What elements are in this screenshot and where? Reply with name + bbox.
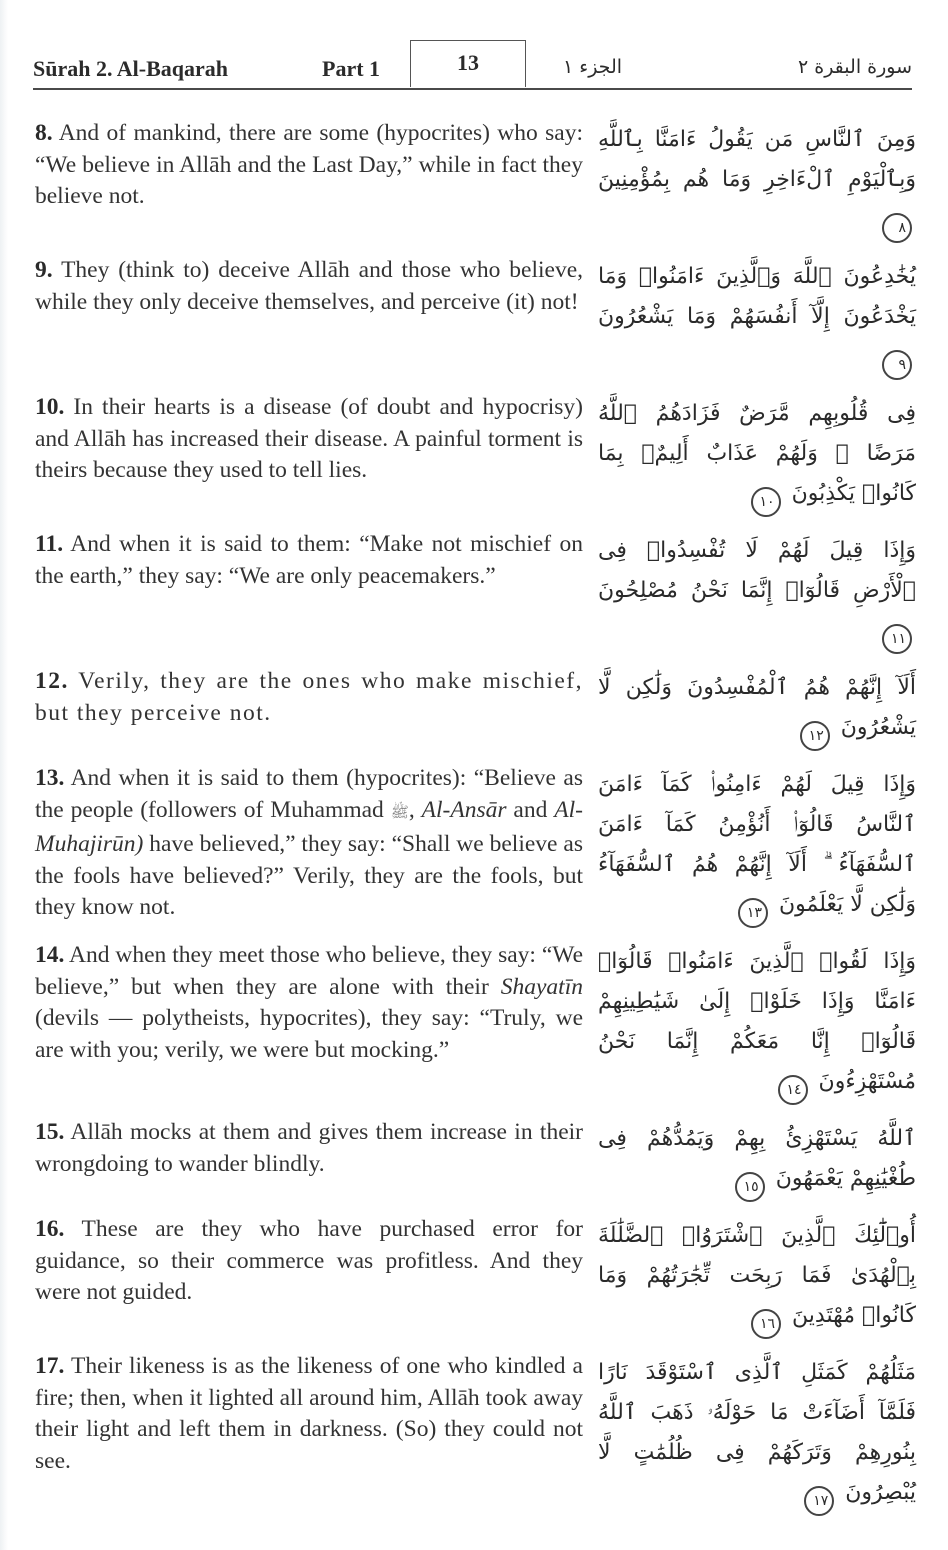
ayah-end-marker-icon: ١٥ — [735, 1172, 765, 1202]
verse-row-16 — [35, 1214, 916, 1339]
verse-13-arabic — [598, 763, 916, 928]
verse-text: In their hearts is a disease (of doubt and hypocrisy) and Allāh has increased their disease. A painful torment is theirs because they used to tell lies. — [35, 394, 583, 484]
verse-row-9 — [35, 255, 916, 380]
arabic-text: يُخَٰدِعُونَ ٱللَّهَ وَٱلَّذِينَ ءَامَنُوا۟ وَمَا يَخْدَعُونَ إِلَّآ أَنفُسَهُمْ وَمَا يَشْعُرُونَ — [598, 264, 916, 329]
page-number-box — [410, 40, 526, 87]
ayah-end-marker-icon: ١٤ — [778, 1075, 808, 1105]
verse-row-15 — [35, 1117, 916, 1202]
verse-10-english — [35, 392, 583, 487]
verse-9-arabic — [598, 255, 916, 380]
part-label-english: Part 1 — [322, 56, 381, 81]
verse-14-english — [35, 940, 583, 1066]
verse-row-11 — [35, 529, 916, 654]
ayah-end-marker-icon: ١٢ — [800, 721, 830, 751]
verse-text: And of mankind, there are some (hypocrites) who say: “We believe in Allāh and the Last Day,” while in fact they believe not. — [35, 120, 583, 210]
verse-text: , — [408, 796, 422, 823]
verse-text: These are they who have purchased error for guidance, so their commerce was profitless. And they were not guided. — [35, 1216, 583, 1306]
verse-16-arabic — [598, 1214, 916, 1339]
verse-14-arabic — [598, 940, 916, 1105]
verse-9-english — [35, 255, 583, 318]
verse-text: and — [506, 796, 555, 823]
arabic-text: وَمِنَ ٱلنَّاسِ مَن يَقُولُ ءَامَنَّا بِٱللَّهِ وَبِٱلْيَوْمِ ٱلْءَاخِرِ وَمَا هُم بِمُؤْمِنِينَ — [598, 127, 916, 192]
surah-title-english: Sūrah 2. Al-Baqarah — [33, 56, 228, 81]
verse-17-arabic — [598, 1351, 916, 1516]
ayah-end-marker-icon: ١٣ — [738, 898, 768, 928]
verse-text: And when it is said to them: “Make not mischief on the earth,” they say: “We are only peacemakers.” — [35, 531, 583, 589]
verse-row-17 — [35, 1351, 916, 1516]
verse-number: 12. — [35, 668, 69, 694]
arabic-text: ٱللَّهُ يَسْتَهْزِئُ بِهِمْ وَيَمُدُّهُمْ فِى طُغْيَٰنِهِمْ يَعْمَهُونَ — [598, 1126, 916, 1191]
verse-text: And when they meet those who believe, they say: “We believe,” but when they are alone with their — [35, 942, 583, 1000]
verse-number: 15. — [35, 1119, 65, 1145]
verse-number: 8. — [35, 120, 53, 146]
verse-text: They (think to) deceive Allāh and those who believe, while they only deceive themselves, and perceive (it) not! — [35, 257, 583, 315]
verse-number: 17. — [35, 1353, 65, 1379]
verse-13-english — [35, 763, 583, 924]
verse-text: Their likeness is as the likeness of one who kindled a fire; then, when it lighted all around him, Allāh took away their light and left them in darkness. (So) they could not see. — [35, 1353, 583, 1474]
verse-11-english — [35, 529, 583, 592]
verse-number: 10. — [35, 394, 65, 420]
verse-15-arabic — [598, 1117, 916, 1202]
ayah-end-marker-icon: ١٠ — [751, 487, 781, 517]
verse-text: And when it is said to them (hypocrites): “Believe as the people (followers of Muhammad — [35, 765, 583, 823]
part-label-arabic: الجزء ١ — [563, 56, 623, 78]
italic-term: Al-Ansār — [421, 796, 507, 823]
arabic-text: أَلَآ إِنَّهُمْ هُمُ ٱلْمُفْسِدُونَ وَلَٰكِن لَّا يَشْعُرُونَ — [598, 675, 916, 740]
verse-8-arabic — [598, 118, 916, 243]
verse-16-english — [35, 1214, 583, 1309]
surah-title-arabic: سورة البقرة ٢ — [797, 56, 912, 78]
verse-12-arabic — [598, 666, 916, 751]
verse-15-english — [35, 1117, 583, 1180]
verse-number: 16. — [35, 1216, 65, 1242]
arabic-text: فِى قُلُوبِهِم مَّرَضٌ فَزَادَهُمُ ٱللَّهُ مَرَضًا ۖ وَلَهُمْ عَذَابٌ أَلِيمٌۢ بِمَا كَانُوا۟ يَكْذِبُونَ — [598, 401, 916, 506]
verse-row-12 — [35, 666, 916, 751]
ayah-end-marker-icon: ٨ — [882, 213, 912, 243]
page-edge-shadow — [0, 0, 8, 1550]
verse-row-13 — [35, 763, 916, 928]
verse-number: 9. — [35, 257, 53, 283]
verse-17-english — [35, 1351, 583, 1477]
verse-8-english — [35, 118, 583, 213]
verse-row-8 — [35, 118, 916, 243]
verse-text: Allāh mocks at them and gives them increase in their wrongdoing to wander blindly. — [35, 1119, 583, 1177]
page-number: 13 — [457, 50, 479, 75]
salutation-symbol: ﷺ — [390, 804, 409, 821]
arabic-text: مَثَلُهُمْ كَمَثَلِ ٱلَّذِى ٱسْتَوْقَدَ نَارًا فَلَمَّآ أَضَآءَتْ مَا حَوْلَهُۥ ذَهَبَ ٱللَّهُ بِنُورِهِمْ وَتَرَكَهُمْ فِى ظُلُمَٰتٍ لَّا يُبْصِرُونَ — [598, 1360, 916, 1505]
verse-10-arabic — [598, 392, 916, 517]
verse-number: 13. — [35, 765, 65, 791]
arabic-text: وَإِذَا لَقُوا۟ ٱلَّذِينَ ءَامَنُوا۟ قَالُوٓا۟ ءَامَنَّا وَإِذَا خَلَوْا۟ إِلَىٰ شَيَٰطِينِهِمْ قَالُوٓا۟ إِنَّا مَعَكُمْ إِنَّمَا نَحْنُ مُسْتَهْزِءُونَ — [598, 949, 916, 1094]
arabic-text: أُو۟لَٰٓئِكَ ٱلَّذِينَ ٱشْتَرَوُا۟ ٱلضَّلَٰلَةَ بِٱلْهُدَىٰ فَمَا رَبِحَت تِّجَٰرَتُهُمْ وَمَا كَانُوا۟ مُهْتَدِينَ — [598, 1223, 916, 1328]
verse-list — [35, 118, 916, 1528]
arabic-text: وَإِذَا قِيلَ لَهُمْ لَا تُفْسِدُوا۟ فِى ٱلْأَرْضِ قَالُوٓا۟ إِنَّمَا نَحْنُ مُصْلِحُونَ — [598, 538, 916, 603]
italic-term: Shayatīn — [500, 973, 583, 1000]
verse-12-english — [35, 666, 583, 729]
verse-text: (devils — polytheists, hypocrites), they say: “Truly, we are with you; verily, we were but mocking.” — [35, 1005, 583, 1063]
verse-number: 11. — [35, 531, 64, 557]
ayah-end-marker-icon: ٩ — [882, 350, 912, 380]
running-header — [33, 40, 912, 90]
verse-text: Verily, they are the ones who make mischief, but they perceive not. — [35, 668, 583, 726]
ayah-end-marker-icon: ١٦ — [751, 1309, 781, 1339]
ayah-end-marker-icon: ١٧ — [804, 1486, 834, 1516]
verse-text: have believed,” they say: “Shall we believe as the fools have believed?” Verily, they are the fools, but they know not. — [35, 831, 583, 921]
verse-number: 14. — [35, 942, 65, 968]
ayah-end-marker-icon: ١١ — [882, 624, 912, 654]
italic-term: Al-Muhajirūn) — [35, 796, 584, 858]
verse-11-arabic — [598, 529, 916, 654]
verse-row-10 — [35, 392, 916, 517]
verse-row-14 — [35, 940, 916, 1105]
arabic-text: وَإِذَا قِيلَ لَهُمْ ءَامِنُوا۟ كَمَآ ءَامَنَ ٱلنَّاسُ قَالُوٓا۟ أَنُؤْمِنُ كَمَآ ءَامَنَ ٱلسُّفَهَآءُ ۗ أَلَآ إِنَّهُمْ هُمُ ٱلسُّفَهَآءُ وَلَٰكِن لَّا يَعْلَمُونَ — [598, 772, 916, 917]
